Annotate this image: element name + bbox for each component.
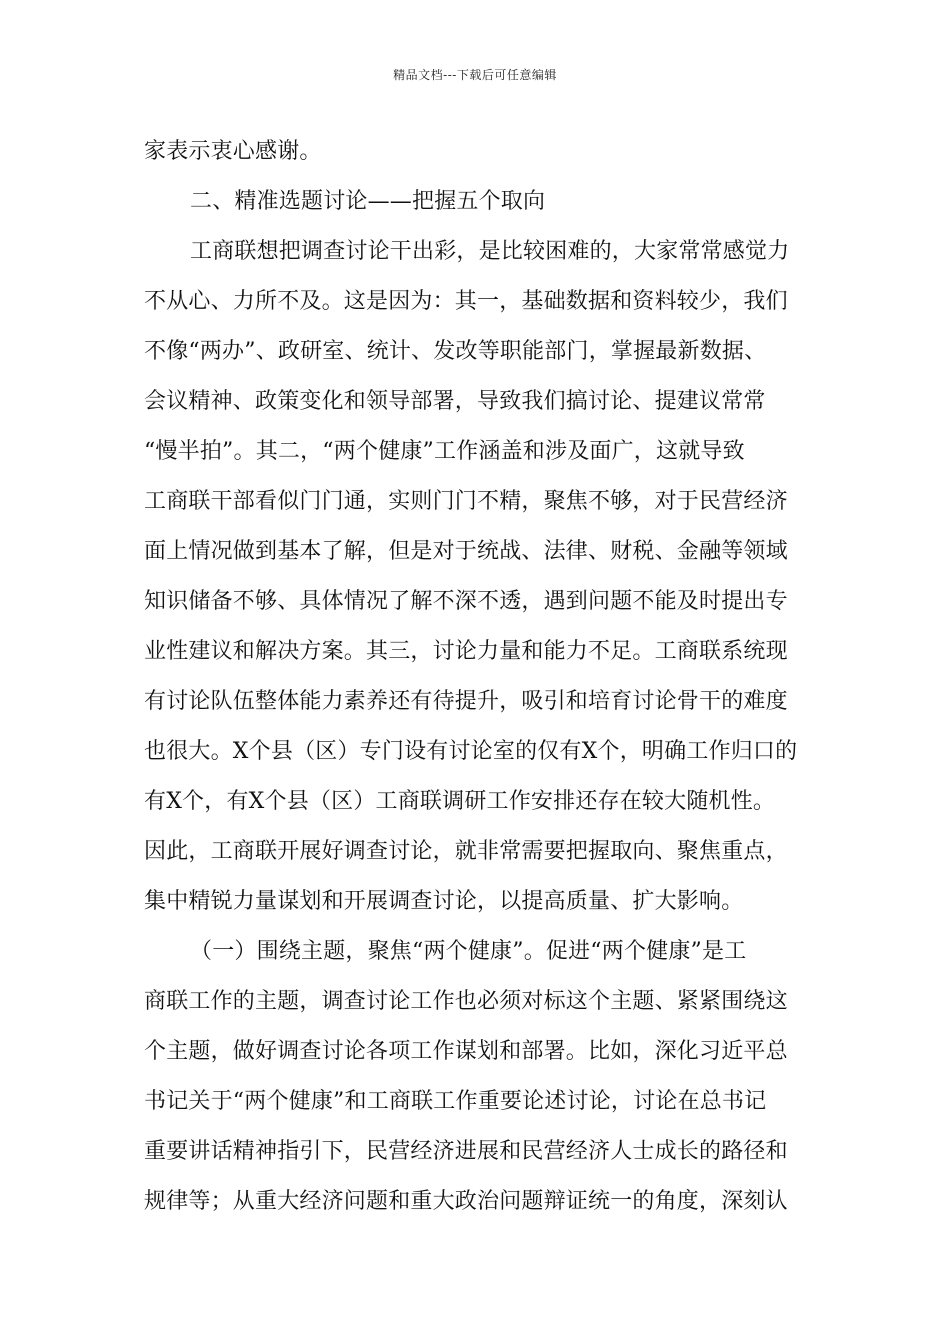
text-line: 有讨论队伍整体能力素养还有待提升，吸引和培育讨论骨干的难度 — [144, 689, 788, 714]
page-header: 精品文档---下载后可任意编辑 — [393, 68, 557, 82]
text-line: 重要讲话精神指引下，民营经济进展和民营经济人士成长的路径和 — [144, 1139, 788, 1164]
subsection-line: （一）围绕主题，聚焦“两个健康”。促进“两个健康”是工 — [190, 939, 747, 964]
text-line: 面上情况做到基本了解，但是对于统战、法律、财税、金融等领域 — [144, 539, 788, 564]
text-line: 会议精神、政策变化和领导部署，导致我们搞讨论、提建议常常 — [144, 389, 766, 414]
text-line: 也很大。X个县（区）专门设有讨论室的仅有X个，明确工作归口的 — [144, 739, 798, 764]
text-line: 家表示衷心感谢。 — [144, 139, 322, 164]
text-line: 集中精锐力量谋划和开展调查讨论，以提高质量、扩大影响。 — [144, 889, 744, 914]
text-line: 不像“两办”、政研室、统计、发改等职能部门，掌握最新数据、 — [144, 339, 767, 364]
text-line: 规律等；从重大经济问题和重大政治问题辩证统一的角度，深刻认 — [144, 1189, 788, 1214]
text-line: 业性建议和解决方案。其三，讨论力量和能力不足。工商联系统现 — [144, 639, 788, 664]
text-line: “慢半拍”。其二，“两个健康”工作涵盖和涉及面广，这就导致 — [144, 439, 745, 464]
section-heading: 二、精准选题讨论——把握五个取向 — [190, 189, 546, 214]
text-line: 书记关于“两个健康”和工商联工作重要论述讨论，讨论在总书记 — [144, 1089, 767, 1114]
text-line: 因此，工商联开展好调查讨论，就非常需要把握取向、聚焦重点， — [144, 839, 788, 864]
text-line: 有X个，有X个县（区）工商联调研工作安排还存在较大随机性。 — [144, 789, 776, 814]
text-line: 个主题，做好调查讨论各项工作谋划和部署。比如，深化习近平总 — [144, 1039, 788, 1064]
text-line: 工商联干部看似门门通，实则门门不精，聚焦不够，对于民营经济 — [144, 489, 788, 514]
text-line: 不从心、力所不及。这是因为：其一，基础数据和资料较少，我们 — [144, 289, 788, 314]
text-line: 商联工作的主题，调查讨论工作也必须对标这个主题、紧紧围绕这 — [144, 989, 788, 1014]
text-line: 工商联想把调查讨论干出彩，是比较困难的，大家常常感觉力 — [190, 239, 790, 264]
text-line: 知识储备不够、具体情况了解不深不透，遇到问题不能及时提出专 — [144, 589, 788, 614]
